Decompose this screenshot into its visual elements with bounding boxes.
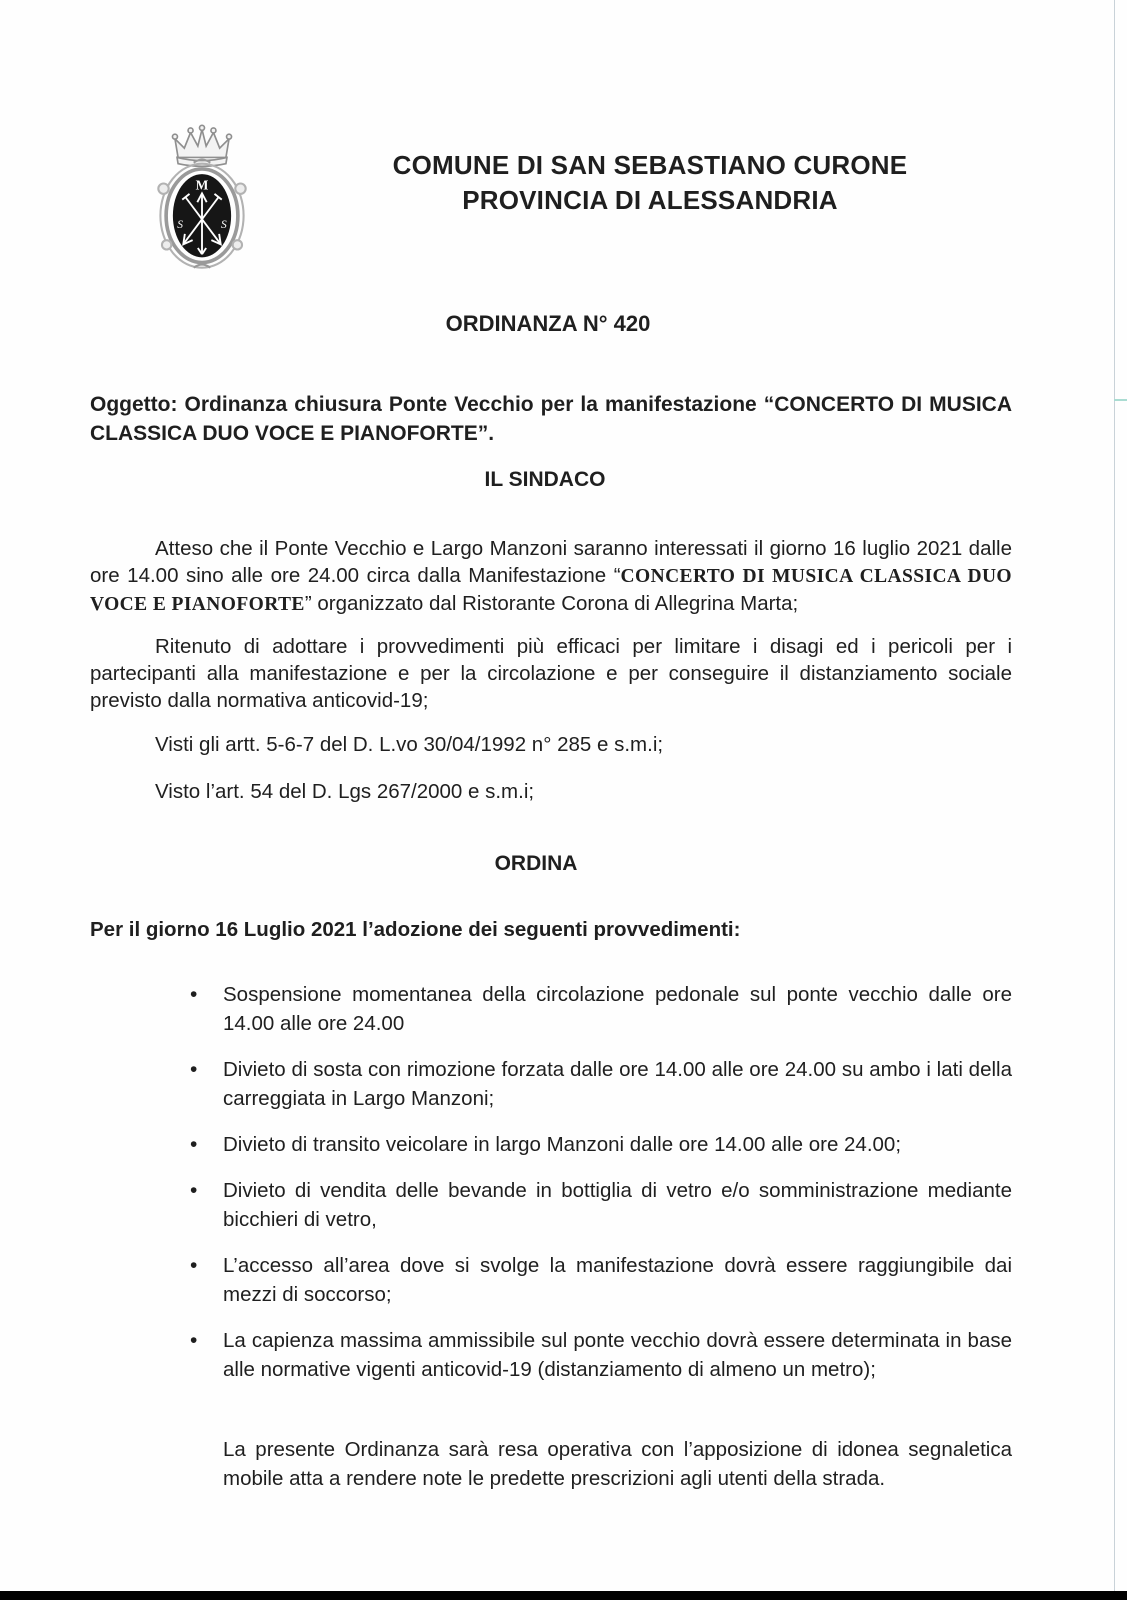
scan-bottom-edge-bar xyxy=(0,1591,1127,1600)
letterhead xyxy=(330,148,970,218)
provision-item: • La capienza massima ammissibile sul ponte vecchio dovrà essere determinata in base alle normative vigenti anticovid-19 (distanziamento di almeno un metro); xyxy=(90,1326,1012,1384)
provision-item: • L’accesso all’area dove si svolge la manifestazione dovrà essere raggiungibile dai mezzi di soccorso; xyxy=(90,1251,1012,1309)
ordinance-title: ORDINANZA N° 420 xyxy=(445,311,651,336)
municipality-name: COMUNE DI SAN SEBASTIANO CURONE xyxy=(392,150,908,180)
preamble-atteso xyxy=(90,535,1012,618)
crest-letter-s-right: S xyxy=(220,219,227,232)
preamble-visti: Visti gli artt. 5-6-7 del D. L.vo 30/04/1992 n° 285 e s.m.i; xyxy=(155,732,664,756)
provisions-list xyxy=(90,980,1012,1401)
crest-letter-m: M xyxy=(195,177,209,193)
scan-artifact-tick xyxy=(1114,399,1127,401)
provision-item: • Divieto di transito veicolare in largo Manzoni dalle ore 14.00 alle ore 24.00; xyxy=(90,1130,1012,1159)
preamble-ritenuto: Ritenuto di adottare i provvedimenti più efficaci per limitare i disagi ed i pericoli per i partecipanti alla manifestazione e per la circolazione e per conseguire il distanziamento sociale previsto dalla normativa anticovid-19; xyxy=(90,634,1012,712)
event-name: CONCERTO DI MUSICA CLASSICA DUO VOCE E PIANOFORTE xyxy=(90,565,1012,615)
closing-paragraph: La presente Ordinanza sarà resa operativa con l’apposizione di idonea segnaletica mobile atta a rendere note le predette prescrizioni agli utenti della strada. xyxy=(223,1437,1012,1490)
subject-paragraph: Oggetto: Ordinanza chiusura Ponte Vecchio per la manifestazione “CONCERTO DI MUSICA CLASSICA DUO VOCE E PIANOFORTE”. xyxy=(90,393,1012,445)
province-name: PROVINCIA DI ALESSANDRIA xyxy=(462,185,838,215)
crest-letter-s-left: S xyxy=(177,219,184,232)
preamble-atteso-pre: Atteso che il Ponte Vecchio e Largo Manzoni saranno interessati il giorno 16 luglio 2021 dalle ore 14.00 sino alle ore 24.00 circa dalla Manifestazione “ xyxy=(90,536,1012,587)
provision-item: • Divieto di vendita delle bevande in bottiglia di vetro e/o somministrazione mediante bicchieri di vetro, xyxy=(90,1176,1012,1234)
issuer-heading: IL SINDACO xyxy=(484,468,606,491)
order-intro: Per il giorno 16 Luglio 2021 l’adozione dei seguenti provvedimenti: xyxy=(90,918,741,941)
coat-of-arms xyxy=(150,124,254,270)
provision-item: • Sospensione momentanea della circolazione pedonale sul ponte vecchio dalle ore 14.00 alle ore 24.00 xyxy=(90,980,1012,1038)
provision-item: • Divieto di sosta con rimozione forzata dalle ore 14.00 alle ore 24.00 su ambo i lati della carreggiata in Largo Manzoni; xyxy=(90,1055,1012,1113)
preamble-visto: Visto l’art. 54 del D. Lgs 267/2000 e s.m.i; xyxy=(155,779,535,803)
scan-artifact-vertical-line xyxy=(1114,0,1115,1600)
preamble-atteso-post: ” organizzato dal Ristorante Corona di Allegrina Marta; xyxy=(304,591,799,615)
coat-of-arms-icon xyxy=(150,124,254,270)
order-heading: ORDINA xyxy=(494,852,578,875)
